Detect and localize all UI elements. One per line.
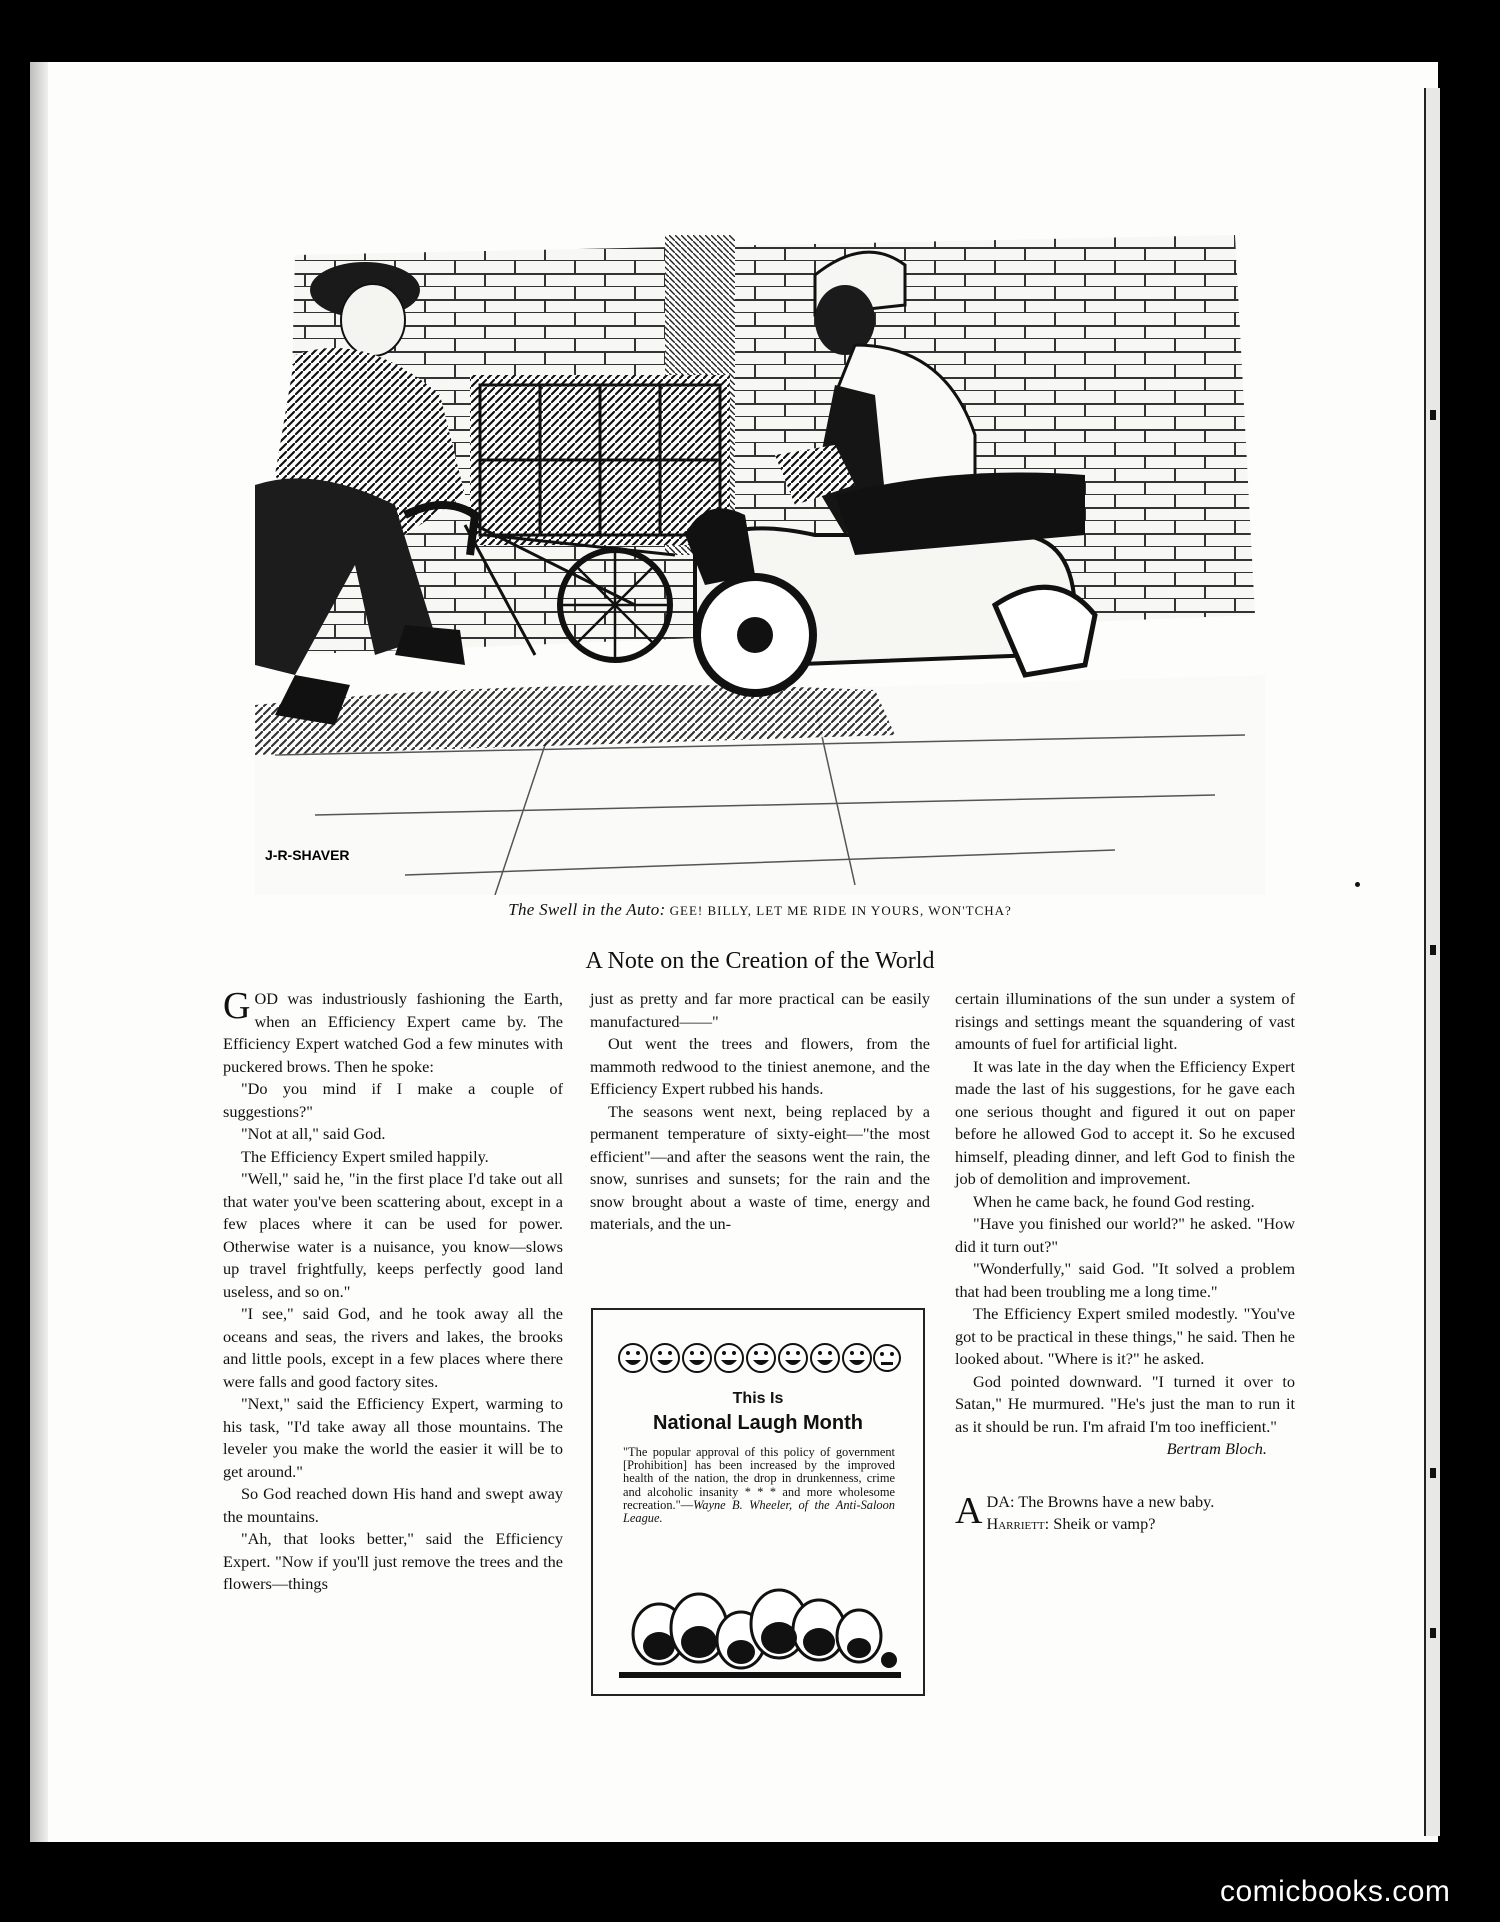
paragraph: The Efficiency Expert smiled modestly. "You've got to be practical in these things," he said. Then he looked about. "Where is it?" he asked. xyxy=(955,1304,1295,1368)
paragraph: "Wonderfully," said God. "It solved a problem that had been troubling me a long time." xyxy=(955,1259,1295,1301)
article-column-3 xyxy=(955,988,1295,1536)
laughing-crowd-icon xyxy=(619,1574,901,1680)
paragraph: "I see," said God, and he took away all the oceans and seas, the rivers and lakes, the brooks and little pools, except in a few places where there were falls and good factory sites. xyxy=(223,1304,563,1391)
paragraph: "Next," said the Efficiency Expert, warming to his task, "I'd take away all those mountains. The leveler you make the world the easier it will be to get around." xyxy=(223,1394,563,1481)
paragraph: certain illuminations of the sun under a system of risings and settings meant the squandering of vast amounts of fuel for artificial light. xyxy=(955,989,1295,1053)
illustration-caption xyxy=(255,900,1265,920)
paragraph: When he came back, he found God resting. xyxy=(973,1191,1255,1211)
author-signature: Bertram Bloch. xyxy=(1166,1439,1267,1458)
edge-mark xyxy=(1430,1628,1436,1638)
paragraph: So God reached down His hand and swept away the mountains. xyxy=(223,1484,563,1526)
paragraph: "Well," said he, "in the first place I'd take out all that water you've been scattering about, except in a few places where it can be used for power. Otherwise water is a nuisance, you know—slows up travel frightfully, keeps perfectly good land useless, and so on." xyxy=(223,1169,563,1301)
drop-cap: G xyxy=(223,985,251,1027)
quote-attribution: Wayne B. Wheeler, of the Anti-Saloon League. xyxy=(623,1497,895,1526)
paragraph: The seasons went next, being replaced by a permanent temperature of sixty-eight—"the most efficient"—and after the seasons went the rain, the snow, sunrises and sunsets; for the rain and the snow brought about a waste of time, energy and materials, and the un- xyxy=(590,1101,930,1233)
laughing-faces-row-icon xyxy=(617,1338,901,1378)
drop-cap: A xyxy=(955,1489,983,1532)
paragraph: just as pretty and far more practical can be easily manufactured——" xyxy=(590,989,930,1031)
artist-signature: J-R-SHAVER xyxy=(265,847,350,863)
next-page-edge xyxy=(1424,88,1440,1836)
site-watermark: comicbooks.com xyxy=(1220,1875,1451,1908)
paragraph: God pointed downward. "I turned it over to Satan," He murmured. "He's just the man to run it as it should be run. I'm afraid I'm too inefficient." xyxy=(955,1371,1295,1436)
joke-line-1: DA: The Browns have a new baby. xyxy=(986,1491,1215,1511)
edge-mark xyxy=(1430,1468,1436,1478)
boy-pushing-toy-car-illustration xyxy=(255,235,1265,895)
page-binding xyxy=(30,62,48,1842)
joke-line-2: Sheik or vamp? xyxy=(1053,1514,1156,1533)
laugh-month-box xyxy=(591,1308,925,1696)
edge-mark xyxy=(1430,410,1436,420)
paragraph: OD was industriously fashioning the Earth, when an Efficiency Expert came by. The Efficiency Expert watched God a few minutes with puckered brows. Then he spoke: xyxy=(223,989,563,1076)
caption-speaker: The Swell in the Auto: xyxy=(508,900,666,919)
paragraph: "Ah, that looks better," said the Efficiency Expert. "Now if you'll just remove the trees and the flowers—things xyxy=(223,1529,563,1593)
joke xyxy=(955,1491,1295,1536)
article-title: A Note on the Creation of the World xyxy=(585,948,935,974)
paragraph: It was late in the day when the Efficiency Expert made the last of his suggestions, for he gave each one serious thought and figured it out on paper before he allowed God to accept it. So he excused himself, pleading dinner, and left God to finish the job of demolition and improvement. xyxy=(955,1056,1295,1188)
quote-text: "The popular approval of this policy of government [Prohibition] has been increased by the improved health of the nation, the drop in drunkenness, crime and alcoholic insanity * * * and more wholesome recreation."— xyxy=(623,1445,895,1512)
article-column-2 xyxy=(590,988,930,1236)
joke-speaker: Harriett: xyxy=(986,1514,1050,1533)
speck xyxy=(1355,882,1360,887)
paragraph: "Have you finished our world?" he asked. "How did it turn out?" xyxy=(955,1214,1295,1256)
paragraph: Out went the trees and flowers, from the mammoth redwood to the tiniest anemone, and the Efficiency Expert rubbed his hands. xyxy=(590,1034,930,1098)
caption-dialogue: GEE! BILLY, LET ME RIDE IN YOURS, WON'TCHA? xyxy=(669,903,1012,918)
paragraph: The Efficiency Expert smiled happily. xyxy=(241,1146,489,1166)
paragraph: "Not at all," said God. xyxy=(241,1124,386,1143)
edge-mark xyxy=(1430,945,1436,955)
box-quote xyxy=(623,1446,895,1525)
box-heading: National Laugh Month xyxy=(653,1412,863,1434)
box-heading-small: This Is xyxy=(732,1390,784,1407)
article-column-1 xyxy=(223,985,563,1596)
paragraph: "Do you mind if I make a couple of suggestions?" xyxy=(223,1079,563,1121)
